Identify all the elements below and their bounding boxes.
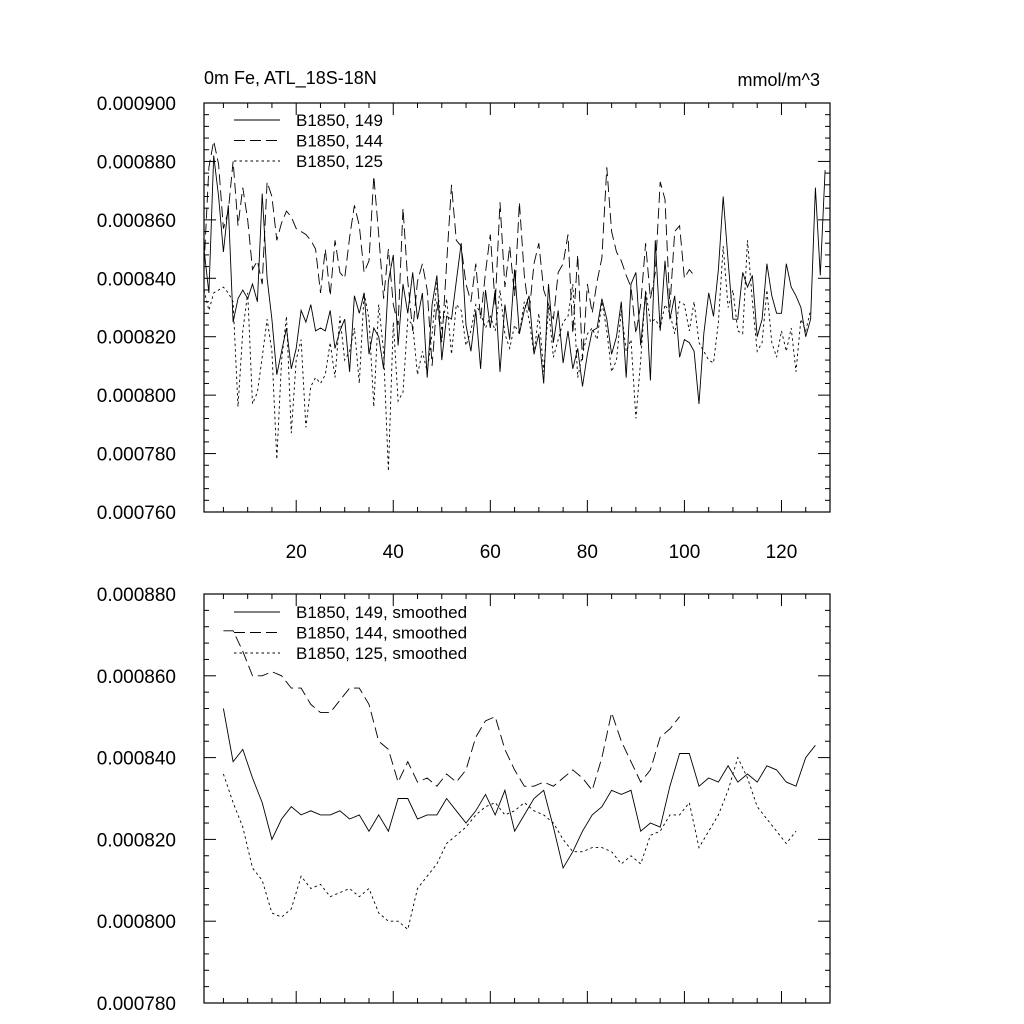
series-line-2 <box>204 141 694 366</box>
legend-label: B1850, 149, smoothed <box>296 603 468 622</box>
units-label: mmol/m^3 <box>737 70 820 90</box>
y-tick-label: 0.000860 <box>96 210 176 232</box>
series-line-1 <box>223 709 815 869</box>
y-tick-label: 0.000900 <box>96 94 176 115</box>
x-tick-label: 20 <box>285 542 307 563</box>
y-tick-label: 0.000880 <box>96 585 176 606</box>
top-line-chart <box>97 68 830 563</box>
series-line-3 <box>204 240 811 471</box>
legend-label: B1850, 125 <box>296 152 383 171</box>
y-tick-label: 0.000780 <box>96 994 176 1015</box>
y-tick-label: 0.000840 <box>96 748 176 770</box>
legend-label: B1850, 149 <box>296 111 383 130</box>
y-tick-label: 0.000760 <box>96 503 176 524</box>
y-tick-label: 0.000780 <box>96 444 176 466</box>
legend-label: B1850, 144 <box>296 131 383 151</box>
legend-label: B1850, 144, smoothed <box>296 623 468 643</box>
y-tick-label: 0.000860 <box>96 666 176 688</box>
x-tick-label: 60 <box>479 542 501 563</box>
y-tick-label: 0.000800 <box>96 912 176 934</box>
series-line-1 <box>204 156 825 404</box>
bottom-line-chart <box>97 585 830 1015</box>
legend-label: B1850, 125, smoothed <box>296 644 468 663</box>
x-tick-label: 40 <box>382 542 404 563</box>
y-tick-label: 0.000820 <box>96 327 176 349</box>
chart-title: 0m Fe, ATL_18S-18N <box>204 68 377 88</box>
x-tick-label: 80 <box>576 542 598 563</box>
y-tick-label: 0.000820 <box>96 830 176 852</box>
y-tick-label: 0.000800 <box>96 386 176 408</box>
y-tick-label: 0.000880 <box>96 152 176 174</box>
x-tick-label: 100 <box>668 542 701 563</box>
series-line-3 <box>223 758 796 930</box>
x-tick-label: 120 <box>765 542 798 563</box>
y-tick-label: 0.000840 <box>96 269 176 291</box>
